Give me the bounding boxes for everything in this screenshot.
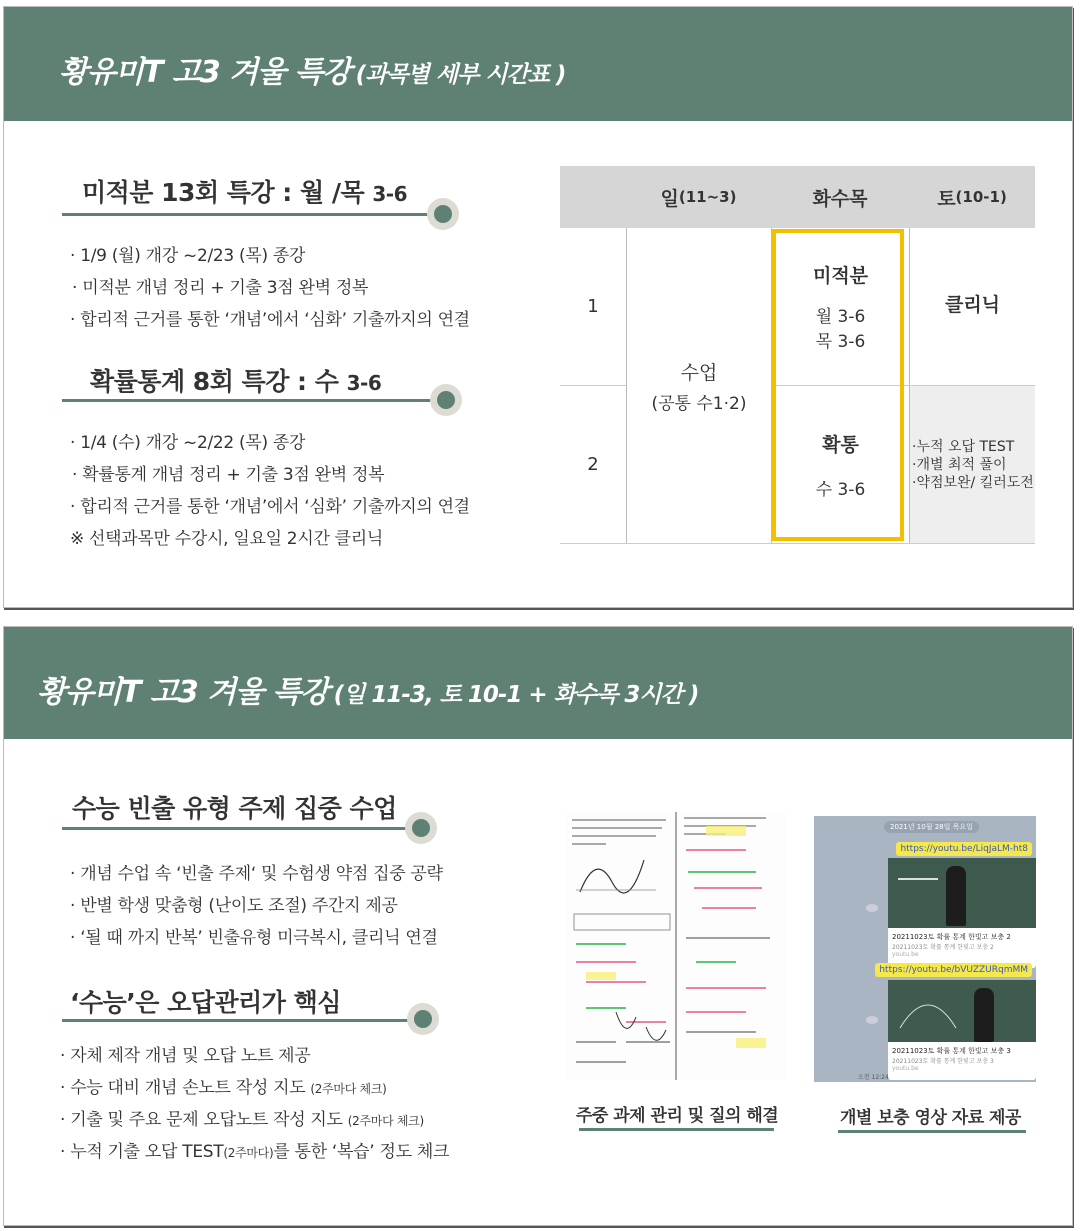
video-title-2: 20211023토 확률 통계 한빛고 보충 3 — [892, 1047, 1011, 1055]
stats-section-title — [90, 362, 381, 398]
errors-bullet-text: · 누적 기출 오답 TEST — [60, 1142, 224, 1162]
video-src-1: youtu.be — [892, 951, 919, 958]
timetable-banner — [4, 7, 1072, 121]
timetable-card — [3, 6, 1073, 608]
video-title-1: 20211023토 확률 통계 한빛고 보충 2 — [892, 933, 1011, 941]
saturday-item: ·누적 오답 TEST — [912, 438, 1015, 455]
errors-bullet-note: (2주마다 체크) — [310, 1082, 387, 1096]
banner-title — [59, 47, 565, 91]
errors-divider-dot — [414, 1010, 432, 1028]
sunday-class-cell — [627, 228, 771, 543]
stats-note: ※ 선택과목만 수강시, 일요일 2시간 클리닉 — [70, 529, 384, 549]
calc-divider-dot — [434, 205, 452, 223]
header-weekday — [771, 166, 910, 228]
video-frame-1 — [888, 858, 1036, 928]
header-sunday-time: (11~3) — [678, 188, 737, 206]
calc-title-time: 3-6 — [372, 182, 407, 206]
errors-bullet — [60, 1041, 310, 1066]
focus-divider-dot — [412, 819, 430, 837]
video-sub-2: 20211023토 확률 통계 한빛고 보충 3 — [892, 1058, 994, 1065]
header-weekday-label: 화수목 — [812, 187, 868, 210]
notes-caption: 주중 과제 관리 및 질의 해결 — [576, 1106, 779, 1126]
errors-bullet-text: · 자체 제작 개념 및 오답 노트 제공 — [60, 1046, 311, 1066]
stats-bullet: · 합리적 근거를 통한 ‘개념’에서 ‘심화’ 기출까지의 연결 — [70, 497, 470, 517]
video-frame-2 — [888, 980, 1036, 1042]
weekday-highlight-box — [772, 229, 904, 541]
errors-bullet-text: · 기출 및 주요 문제 오답노트 작성 지도 — [60, 1110, 343, 1130]
sunday-class-sub: (공통 수1·2) — [651, 393, 747, 414]
video-link-1[interactable]: https://youtu.be/LiqJaLM-ht8 — [896, 842, 1032, 856]
header-saturday — [909, 166, 1035, 228]
clinic-label: 클리닉 — [944, 294, 1001, 316]
row-label-2-text: 2 — [587, 453, 599, 475]
homework-notes-image — [566, 812, 786, 1080]
banner-title-main: 황유미T 고3 겨울 특강 — [37, 675, 329, 710]
row-label-1-text: 1 — [587, 296, 599, 317]
whiteboard-text — [898, 878, 938, 880]
stats-bullet: · 1/4 (수) 개강 ~2/22 (목) 종강 — [70, 433, 306, 453]
video-caption: 개별 보충 영상 자료 제공 — [840, 1108, 1021, 1128]
errors-bullet-tail: 를 통한 ‘복습’ 정도 체크 — [273, 1142, 450, 1162]
sunday-class-label: 수업 — [680, 361, 718, 384]
saturday-item: ·개별 최적 풀이 — [912, 456, 1007, 473]
focus-bullet: · 개념 수업 속 ‘빈출 주제‘ 및 수험생 약점 집중 공략 — [70, 864, 443, 884]
header-blank — [560, 166, 627, 228]
video-card-1[interactable] — [888, 858, 1036, 968]
calc-bullet: · 합리적 근거를 통한 ‘개념’에서 ‘심화’ 기출까지의 연결 — [70, 310, 470, 330]
clinic-cell — [910, 228, 1035, 385]
calc-bullet: · 1/9 (월) 개강 ~2/23 (목) 종강 — [70, 246, 306, 266]
errors-divider — [62, 1019, 424, 1022]
banner-title-sub: (과목별 세부 시간표 ) — [355, 62, 566, 88]
calc-section-title — [82, 173, 407, 209]
video-sub-1: 20211023토 확률 통계 한빛고 보충 2 — [892, 944, 994, 951]
errors-bullet-note: (2주마다) — [223, 1146, 274, 1160]
banner-title — [37, 667, 698, 711]
grid-line — [560, 543, 1035, 544]
bell-curve-sketch — [898, 992, 958, 1032]
errors-bullet-note: (2주마다 체크) — [347, 1114, 424, 1128]
header-saturday-time: (10-1) — [955, 188, 1007, 206]
features-banner — [4, 627, 1072, 739]
notes-caption-underline — [579, 1128, 774, 1131]
calc-cell-time2: 목 3-6 — [815, 332, 866, 352]
stats-cell-subject: 확통 — [822, 433, 859, 456]
calc-cell-time1: 월 3-6 — [815, 307, 866, 327]
row-label-1 — [560, 228, 626, 385]
calc-cell-subject: 미적분 — [812, 265, 869, 287]
header-saturday-label: 토 — [937, 187, 956, 210]
features-card — [3, 626, 1073, 1226]
banner-title-main: 황유미T 고3 겨울 특강 — [59, 55, 351, 90]
schedule-table — [560, 166, 1035, 544]
focus-divider — [62, 827, 422, 830]
stats-title-time: 3-6 — [346, 371, 382, 395]
chat-date: 2021년 10월 28일 목요일 — [884, 821, 979, 833]
share-icon[interactable] — [866, 1016, 878, 1024]
stats-cell-time: 수 3-6 — [815, 479, 866, 500]
calc-divider — [62, 213, 442, 216]
banner-title-sub: (일 11-3, 토 10-1 + 화수목 3시간 ) — [333, 682, 699, 708]
share-icon[interactable] — [866, 904, 878, 912]
focus-bullet: · 반별 학생 맞춤형 (난이도 조절) 주간지 제공 — [70, 896, 398, 916]
video-link-2[interactable]: https://youtu.be/bVUZZURqmMM — [875, 963, 1032, 977]
video-card-2[interactable] — [888, 980, 1036, 1080]
chat-time: 오전 12:24 — [858, 1074, 889, 1081]
focus-bullet: · ‘될 때 까지 반복’ 빈출유형 미극복시, 클리닉 연결 — [70, 928, 438, 948]
errors-bullet — [60, 1137, 449, 1162]
header-sunday-label: 일 — [660, 187, 679, 210]
errors-bullet-text: · 수능 대비 개념 손노트 작성 지도 — [60, 1078, 306, 1098]
stats-divider-dot — [437, 391, 455, 409]
calc-title-text: 미적분 13회 특강 : 월 /목 — [82, 178, 365, 207]
header-sunday — [626, 166, 772, 228]
video-chat-image — [814, 816, 1036, 1082]
errors-bullet — [60, 1105, 424, 1130]
stats-divider — [62, 399, 452, 402]
notes-sketch — [566, 812, 786, 1080]
errors-section-title: ‘수능’은 오답관리가 핵심 — [70, 988, 341, 1017]
row-label-2 — [560, 385, 626, 543]
video-caption-underline — [838, 1130, 1026, 1133]
teacher-figure — [974, 988, 994, 1042]
teacher-figure — [946, 866, 966, 926]
stats-title-text: 확률통계 8회 특강 : 수 — [90, 367, 339, 396]
saturday-program-cell — [910, 386, 1035, 543]
focus-section-title: 수능 빈출 유형 주제 집중 수업 — [72, 794, 397, 823]
saturday-item: ·약점보완/ 킬러도전 — [912, 474, 1034, 491]
calc-bullet: · 미적분 개념 정리 + 기출 3점 완벽 정복 — [72, 278, 369, 298]
video-src-2: youtu.be — [892, 1065, 919, 1072]
errors-bullet — [60, 1073, 387, 1098]
stats-bullet: · 확률통계 개념 정리 + 기출 3점 완벽 정복 — [72, 465, 385, 485]
